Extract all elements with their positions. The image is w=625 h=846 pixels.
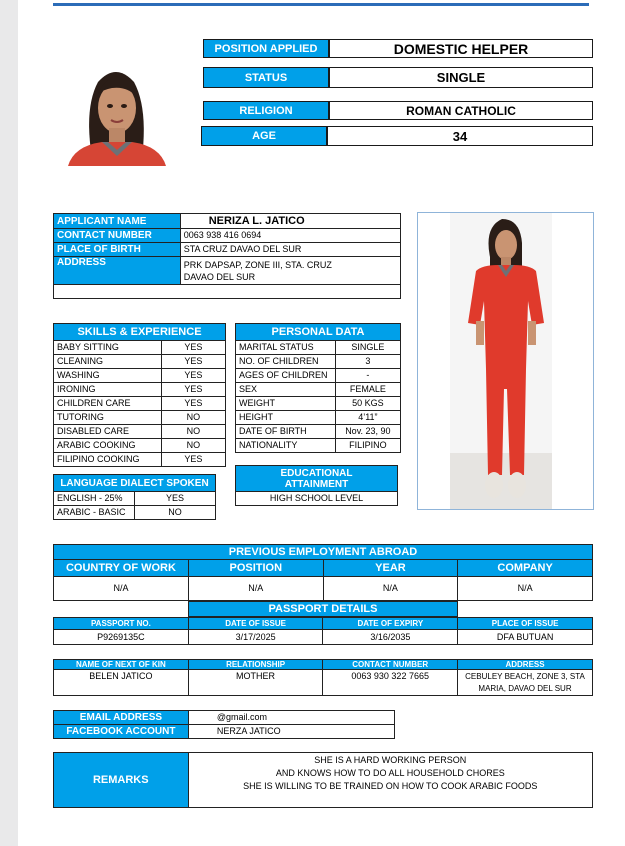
skill-row — [54, 439, 226, 453]
education-title — [236, 466, 398, 492]
email-value: @gmail.com — [188, 711, 394, 725]
applicant-info-table — [53, 213, 401, 299]
personal-data-row — [236, 411, 401, 425]
place-of-birth-label: PLACE OF BIRTH — [54, 243, 181, 257]
skill-row — [54, 383, 226, 397]
kin-cell: BELEN JATICO — [54, 670, 189, 696]
position-applied-value: DOMESTIC HELPER — [329, 39, 593, 58]
skill-label: BABY SITTING — [54, 341, 162, 355]
personal-data-title: PERSONAL DATA — [236, 324, 401, 341]
education-value: HIGH SCHOOL LEVEL — [236, 492, 398, 506]
kin-cell: MOTHER — [188, 670, 323, 696]
email-label: EMAIL ADDRESS — [54, 711, 189, 725]
skill-value: NO — [161, 411, 225, 425]
kin-address-line-2: MARIA, DAVAO DEL SUR — [478, 683, 572, 693]
remarks-table — [53, 752, 593, 808]
personal-data-label: HEIGHT — [236, 411, 336, 425]
skill-row — [54, 355, 226, 369]
passport-header: PLACE OF ISSUE — [458, 618, 593, 630]
personal-data-row — [236, 425, 401, 439]
contact-number-label: CONTACT NUMBER — [54, 229, 181, 243]
headshot-photo — [62, 58, 170, 166]
personal-data-label: SEX — [236, 383, 336, 397]
personal-data-label: DATE OF BIRTH — [236, 425, 336, 439]
skill-value: YES — [161, 341, 225, 355]
personal-data-label: NATIONALITY — [236, 439, 336, 453]
skills-table — [53, 323, 226, 467]
passport-cell: 3/16/2035 — [323, 630, 458, 645]
personal-data-row — [236, 439, 401, 453]
skill-label: ARABIC COOKING — [54, 439, 162, 453]
facebook-label: FACEBOOK ACCOUNT — [54, 725, 189, 739]
language-row — [54, 506, 216, 520]
position-applied-label: POSITION APPLIED — [203, 39, 329, 58]
passport-table — [53, 617, 593, 645]
skill-row — [54, 453, 226, 467]
skill-label: CLEANING — [54, 355, 162, 369]
personal-data-row — [236, 341, 401, 355]
employment-header: COUNTRY OF WORK — [54, 560, 189, 577]
kin-address-line-1: CEBULEY BEACH, ZONE 3, STA — [465, 671, 585, 681]
remarks-value — [188, 753, 592, 808]
passport-header: DATE OF EXPIRY — [323, 618, 458, 630]
skill-row — [54, 369, 226, 383]
full-body-photo — [417, 212, 594, 510]
skill-value: YES — [161, 397, 225, 411]
skill-row — [54, 397, 226, 411]
personal-data-value: 4’11” — [335, 411, 400, 425]
remarks-line-3: SHE IS WILLING TO BE TRAINED ON HOW TO COOK ARABIC FOODS — [243, 781, 538, 791]
skill-row — [54, 411, 226, 425]
passport-cell: 3/17/2025 — [188, 630, 323, 645]
passport-title: PASSPORT DETAILS — [188, 601, 458, 617]
address-label: ADDRESS — [54, 257, 181, 285]
kin-header: RELATIONSHIP — [188, 660, 323, 670]
religion-label: RELIGION — [203, 101, 329, 120]
personal-data-value: Nov. 23, 90 — [335, 425, 400, 439]
personal-data-label: MARITAL STATUS — [236, 341, 336, 355]
skill-label: CHILDREN CARE — [54, 397, 162, 411]
personal-data-value: 50 KGS — [335, 397, 400, 411]
employment-title: PREVIOUS EMPLOYMENT ABROAD — [54, 545, 593, 560]
employment-cell: N/A — [323, 577, 458, 601]
remarks-label: REMARKS — [54, 753, 189, 808]
skill-value: YES — [161, 383, 225, 397]
facebook-value: NERZA JATICO — [188, 725, 394, 739]
personal-data-value: SINGLE — [335, 341, 400, 355]
status-label: STATUS — [203, 67, 329, 88]
address-line-1: PRK DAPSAP, ZONE III, STA. CRUZ — [183, 259, 332, 270]
contact-number-value: 0063 938 416 0694 — [180, 229, 400, 243]
personal-data-row — [236, 397, 401, 411]
skill-value: YES — [161, 369, 225, 383]
personal-data-label: WEIGHT — [236, 397, 336, 411]
personal-data-row — [236, 383, 401, 397]
employment-table — [53, 544, 593, 601]
skill-label: WASHING — [54, 369, 162, 383]
language-value: YES — [134, 492, 215, 506]
employment-header: POSITION — [188, 560, 323, 577]
passport-cell: P9269135C — [54, 630, 189, 645]
skill-row — [54, 341, 226, 355]
remarks-line-1: SHE IS A HARD WORKING PERSON — [314, 755, 467, 765]
skill-row — [54, 425, 226, 439]
language-table — [53, 474, 216, 520]
religion-value: ROMAN CATHOLIC — [329, 101, 593, 120]
skill-value: NO — [161, 439, 225, 453]
remarks-line-2: AND KNOWS HOW TO DO ALL HOUSEHOLD CHORES — [275, 768, 505, 778]
skill-label: DISABLED CARE — [54, 425, 162, 439]
employment-cell: N/A — [54, 577, 189, 601]
education-table — [235, 465, 398, 506]
personal-data-value: - — [335, 369, 400, 383]
personal-data-table — [235, 323, 401, 453]
personal-data-value: FEMALE — [335, 383, 400, 397]
page-margin-shade — [0, 0, 18, 846]
kin-header: ADDRESS — [458, 660, 593, 670]
kin-header: CONTACT NUMBER — [323, 660, 458, 670]
online-contact-table — [53, 710, 395, 739]
address-value — [180, 257, 400, 285]
skill-label: TUTORING — [54, 411, 162, 425]
personal-data-label: NO. OF CHILDREN — [236, 355, 336, 369]
top-rule — [53, 3, 589, 6]
language-label: ENGLISH - 25% — [54, 492, 135, 506]
employment-header: YEAR — [323, 560, 458, 577]
personal-data-row — [236, 355, 401, 369]
personal-data-value: FILIPINO — [335, 439, 400, 453]
kin-cell: 0063 930 322 7665 — [323, 670, 458, 696]
passport-header: PASSPORT NO. — [54, 618, 189, 630]
applicant-blank-row — [54, 285, 401, 299]
language-title: LANGUAGE DIALECT SPOKEN — [54, 475, 216, 492]
place-of-birth-value: STA CRUZ DAVAO DEL SUR — [180, 243, 400, 257]
personal-data-row — [236, 369, 401, 383]
next-of-kin-table — [53, 659, 593, 696]
language-value: NO — [134, 506, 215, 520]
skill-label: FILIPINO COOKING — [54, 453, 162, 467]
education-title-line-1: EDUCATIONAL — [280, 467, 353, 479]
personal-data-label: AGES OF CHILDREN — [236, 369, 336, 383]
kin-address-cell — [458, 670, 593, 696]
language-label: ARABIC - BASIC — [54, 506, 135, 520]
personal-data-value: 3 — [335, 355, 400, 369]
passport-cell: DFA BUTUAN — [458, 630, 593, 645]
employment-cell: N/A — [188, 577, 323, 601]
education-title-line-2: ATTAINMENT — [284, 478, 349, 490]
skill-label: IRONING — [54, 383, 162, 397]
address-line-2: DAVAO DEL SUR — [183, 271, 256, 282]
skill-value: NO — [161, 425, 225, 439]
applicant-name-value: NERIZA L. JATICO — [180, 214, 400, 229]
employment-header: COMPANY — [458, 560, 593, 577]
skill-value: YES — [161, 355, 225, 369]
age-value: 34 — [327, 126, 593, 146]
employment-cell: N/A — [458, 577, 593, 601]
skills-title: SKILLS & EXPERIENCE — [54, 324, 226, 341]
applicant-name-label: APPLICANT NAME — [54, 214, 181, 229]
age-label: AGE — [201, 126, 327, 146]
skill-value: YES — [161, 453, 225, 467]
status-value: SINGLE — [329, 67, 593, 88]
language-row — [54, 492, 216, 506]
kin-header: NAME OF NEXT OF KIN — [54, 660, 189, 670]
passport-header: DATE OF ISSUE — [188, 618, 323, 630]
